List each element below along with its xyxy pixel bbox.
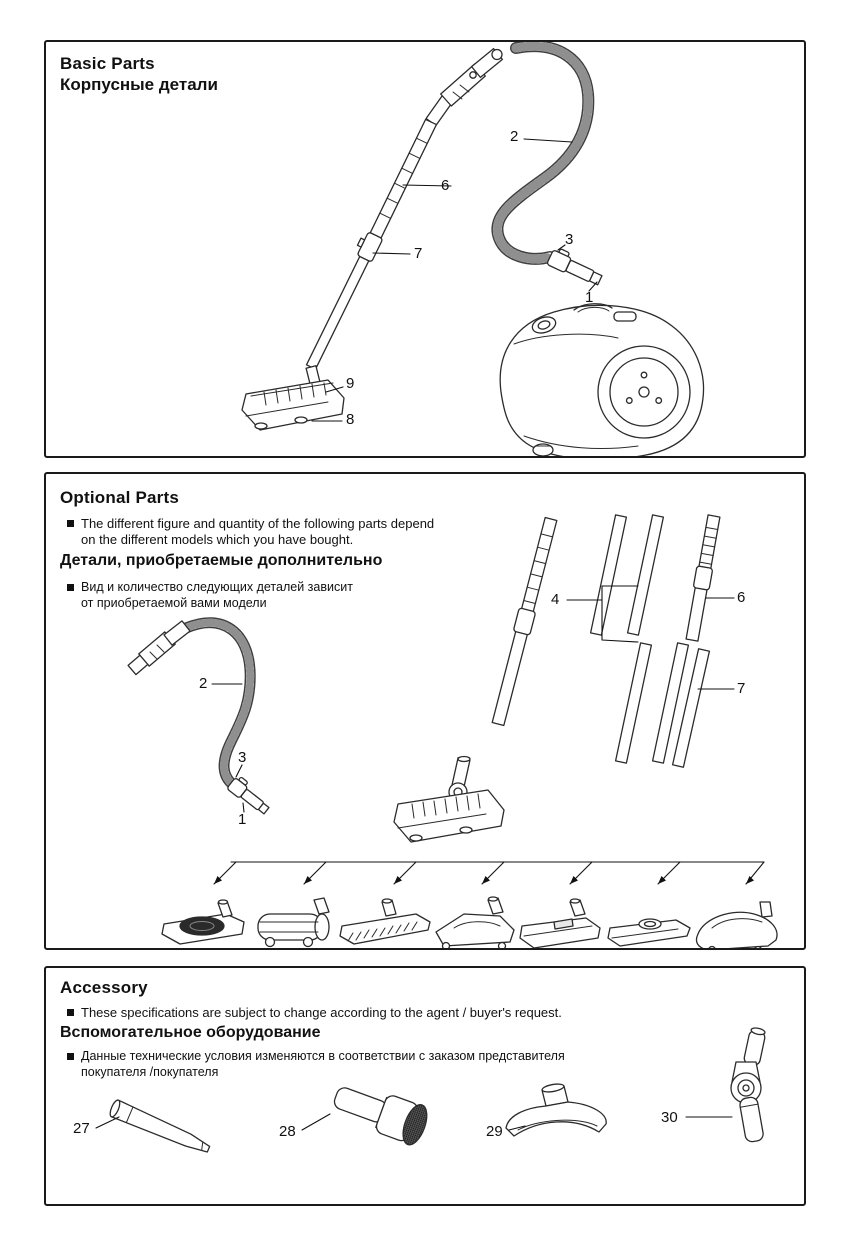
callout-7-tube-clamp: 7 (414, 245, 423, 262)
callout-2-hose: 2 (199, 675, 208, 692)
optional-parts-section (44, 472, 806, 950)
callout-4-extension-tubes: 4 (551, 591, 560, 608)
callout-8-floor-nozzle: 8 (346, 411, 355, 428)
basic-parts-title-en: Basic Parts (60, 54, 155, 73)
attachment-turbo-nozzle (436, 897, 514, 948)
callout-1-cleaner-body: 1 (585, 289, 594, 306)
optional-parts-title-en: Optional Parts (60, 488, 179, 507)
upholstery-nozzle-drawing (506, 1083, 606, 1136)
optional-parts-title-ru: Детали, приобретаемые дополнительно (60, 552, 383, 569)
handle-grip-drawing (426, 49, 502, 126)
note-ru-line1: Вид и количество следующих деталей зависит (81, 580, 353, 594)
attachment-parquet-brush (162, 900, 244, 944)
dusting-brush-drawing (329, 1076, 432, 1148)
optional-hose-connector-drawing (227, 774, 274, 816)
callout-1-connector-end: 1 (238, 811, 247, 828)
callout-6-telescopic-tube: 6 (441, 177, 450, 194)
callout-28-dusting-brush: 28 (279, 1123, 296, 1140)
accessory-section (44, 966, 806, 1206)
hose-connector-drawing (547, 246, 605, 287)
callout-3-hose-connector: 3 (565, 231, 574, 248)
note-en-line: These specifications are subject to change according to the agent / buyer's request. (81, 1005, 562, 1020)
note-en-line2: on the different models which you have bought. (81, 532, 354, 547)
attachment-mini-turbo (258, 898, 329, 947)
note-en-line1: The different figure and quantity of the following parts depend (81, 516, 435, 531)
basic-parts-title-ru: Корпусные детали (60, 75, 218, 94)
callout-3-hose-connector: 3 (238, 749, 247, 766)
callout-7-straight-tube: 7 (737, 680, 746, 697)
attachment-hard-floor-brush (340, 899, 430, 944)
note-ru-line1: Данные технические условия изменяются в соответствии с заказом представителя (81, 1049, 565, 1063)
leader-lines (212, 586, 734, 812)
basic-parts-section (44, 40, 806, 458)
extension-tubes-drawing (591, 515, 689, 763)
mini-turbo-brush-drawing (731, 1027, 767, 1143)
attachment-turbo-brush (696, 902, 777, 948)
callout-29-upholstery-nozzle: 29 (486, 1123, 503, 1140)
callout-9-nozzle-joint: 9 (346, 375, 355, 392)
callout-6-telescopic-tube: 6 (737, 589, 746, 606)
telescopic-tube-a-drawing (492, 518, 560, 726)
floor-nozzle-drawing (242, 366, 344, 430)
note-ru-line2: покупателя /покупателя (81, 1064, 219, 1079)
optional-hose-drawing (128, 621, 250, 783)
crevice-nozzle-drawing (108, 1099, 212, 1157)
optional-floor-nozzle-drawing (394, 757, 504, 843)
callout-2-hose: 2 (510, 128, 519, 145)
callout-30-mini-turbo-brush: 30 (661, 1109, 678, 1126)
attachment-combination-nozzle (520, 899, 600, 948)
optional-parts-illustration (46, 474, 804, 948)
hose-drawing (497, 46, 588, 259)
accessory-title-en: Accessory (60, 978, 148, 997)
distribution-arrows (214, 862, 764, 884)
note-ru-line2: от приобретаемой вами модели (81, 595, 267, 610)
attachment-flat-nozzle (608, 919, 690, 946)
cleaner-body-drawing (500, 304, 703, 456)
callout-27-crevice-nozzle: 27 (73, 1120, 90, 1137)
accessory-title-ru: Вспомогательное оборудование (60, 1024, 321, 1041)
basic-parts-illustration (46, 42, 804, 456)
telescopic-tube-b-drawing (686, 515, 720, 641)
accessory-illustration (46, 968, 804, 1204)
